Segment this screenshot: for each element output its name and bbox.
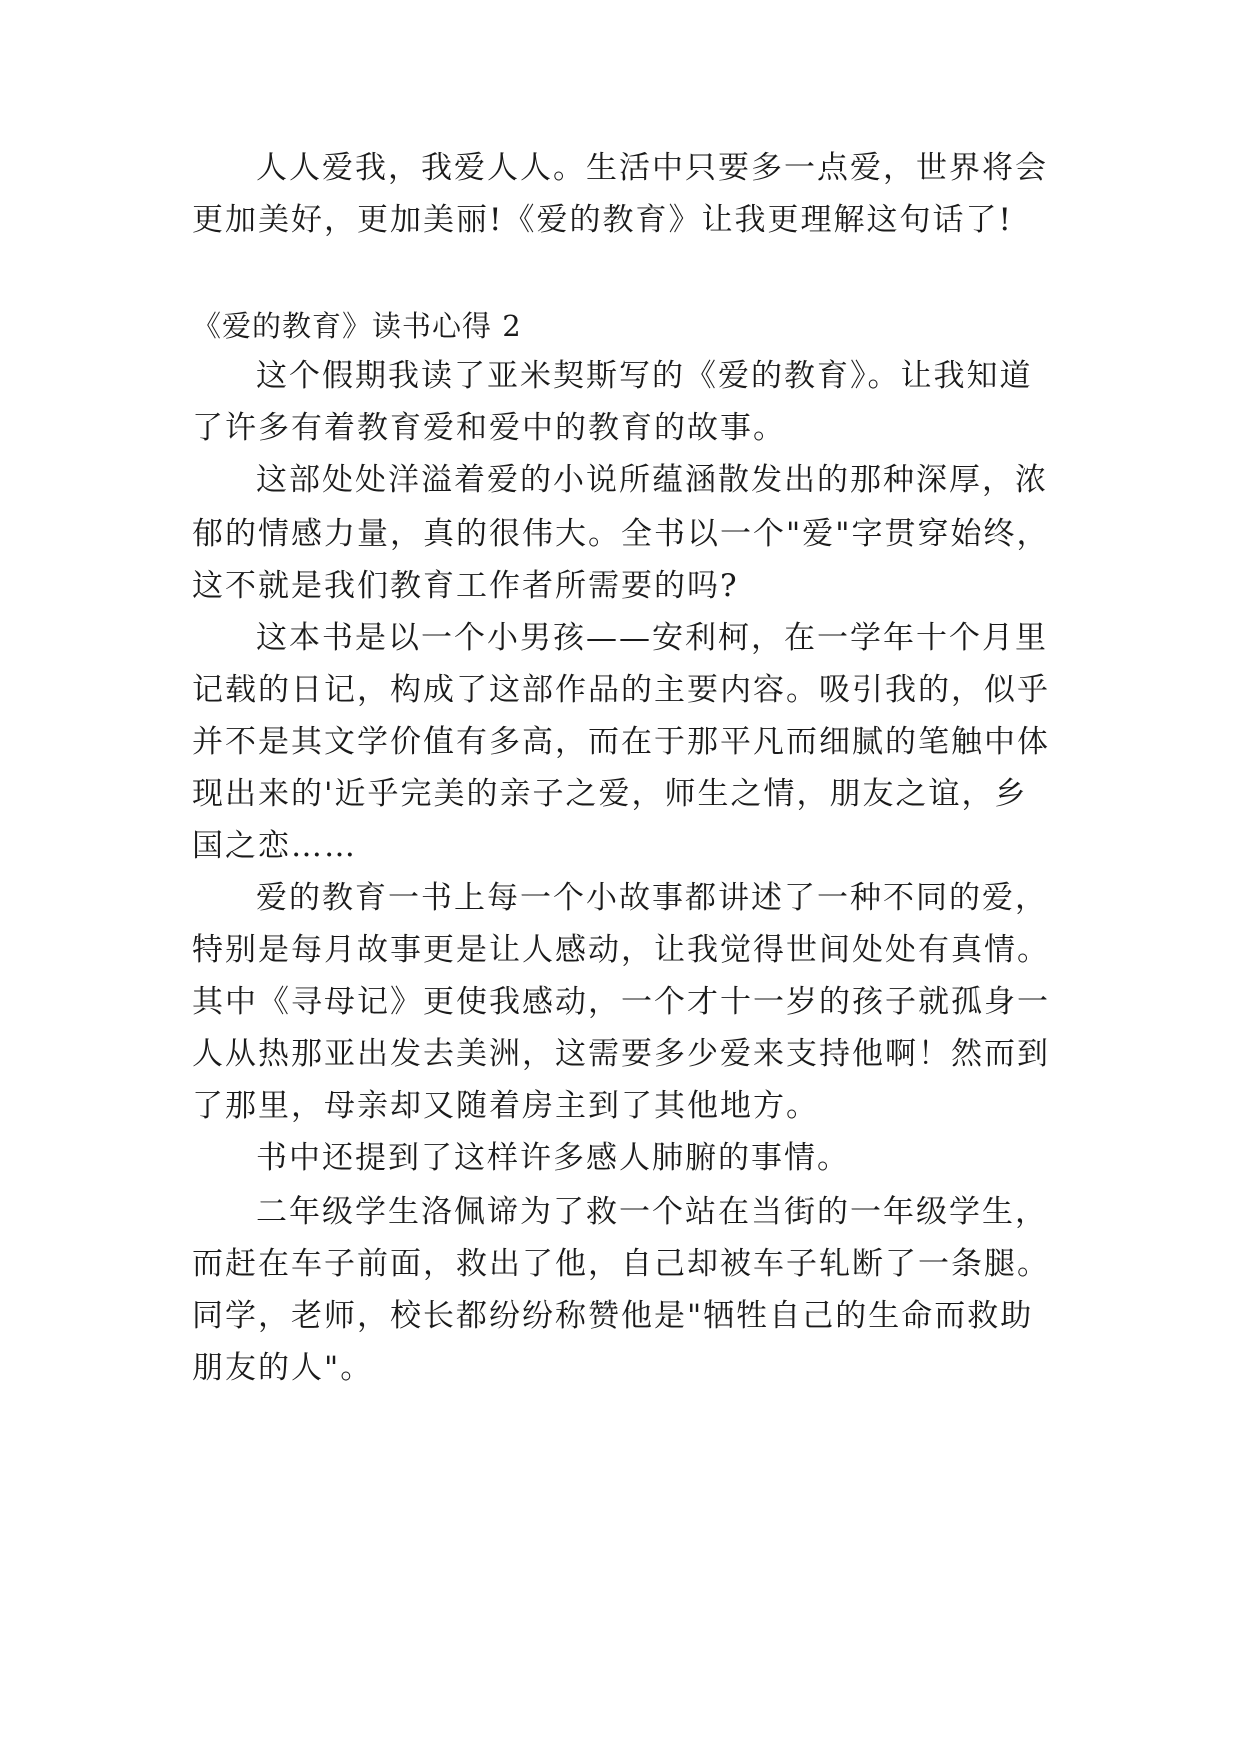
section-title: 《爱的教育》读书心得 2 (192, 309, 522, 343)
paragraph-line: 人从热那亚出发去美洲，这需要多少爱来支持他啊！然而到 (192, 1036, 1050, 1072)
paragraph-line: 郁的情感力量，真的很伟大。全书以一个"爱"字贯穿始终， (192, 516, 1050, 552)
intro-line: 人人爱我，我爱人人。生活中只要多一点爱，世界将会 (256, 150, 1048, 186)
paragraph-line: 而赶在车子前面，救出了他，自己却被车子轧断了一条腿。 (192, 1246, 1050, 1282)
paragraph-line: 这不就是我们教育工作者所需要的吗? (192, 568, 739, 604)
paragraph-line: 二年级学生洛佩谛为了救一个站在当街的一年级学生， (256, 1194, 1048, 1230)
paragraph-line: 书中还提到了这样许多感人肺腑的事情。 (256, 1140, 850, 1176)
paragraph-line: 了许多有着教育爱和爱中的教育的故事。 (192, 410, 786, 446)
paragraph-line: 特别是每月故事更是让人感动，让我觉得世间处处有真情。 (192, 932, 1050, 968)
paragraph-line: 国之恋…… (192, 828, 357, 864)
paragraph-line: 这部处处洋溢着爱的小说所蕴涵散发出的那种深厚，浓 (256, 462, 1048, 498)
paragraph-line: 了那里，母亲却又随着房主到了其他地方。 (192, 1088, 819, 1124)
paragraph-line: 记载的日记，构成了这部作品的主要内容。吸引我的，似乎 (192, 672, 1050, 708)
paragraph-line: 其中《寻母记》更使我感动，一个才十一岁的孩子就孤身一 (192, 984, 1050, 1020)
paragraph-line: 这本书是以一个小男孩——安利柯，在一学年十个月里 (256, 620, 1048, 656)
paragraph-line: 朋友的人"。 (192, 1350, 374, 1386)
intro-line: 更加美好，更加美丽!《爱的教育》让我更理解这句话了! (192, 202, 1013, 238)
paragraph-line: 现出来的'近乎完美的亲子之爱，师生之情，朋友之谊，乡 (192, 776, 1028, 812)
paragraph-line: 并不是其文学价值有多高，而在于那平凡而细腻的笔触中体 (192, 724, 1050, 760)
paragraph-line: 同学，老师，校长都纷纷称赞他是"牺牲自己的生命而救助 (192, 1298, 1034, 1334)
paragraph-line: 这个假期我读了亚米契斯写的《爱的教育》。让我知道 (256, 358, 1033, 394)
paragraph-line: 爱的教育一书上每一个小故事都讲述了一种不同的爱， (256, 880, 1048, 916)
